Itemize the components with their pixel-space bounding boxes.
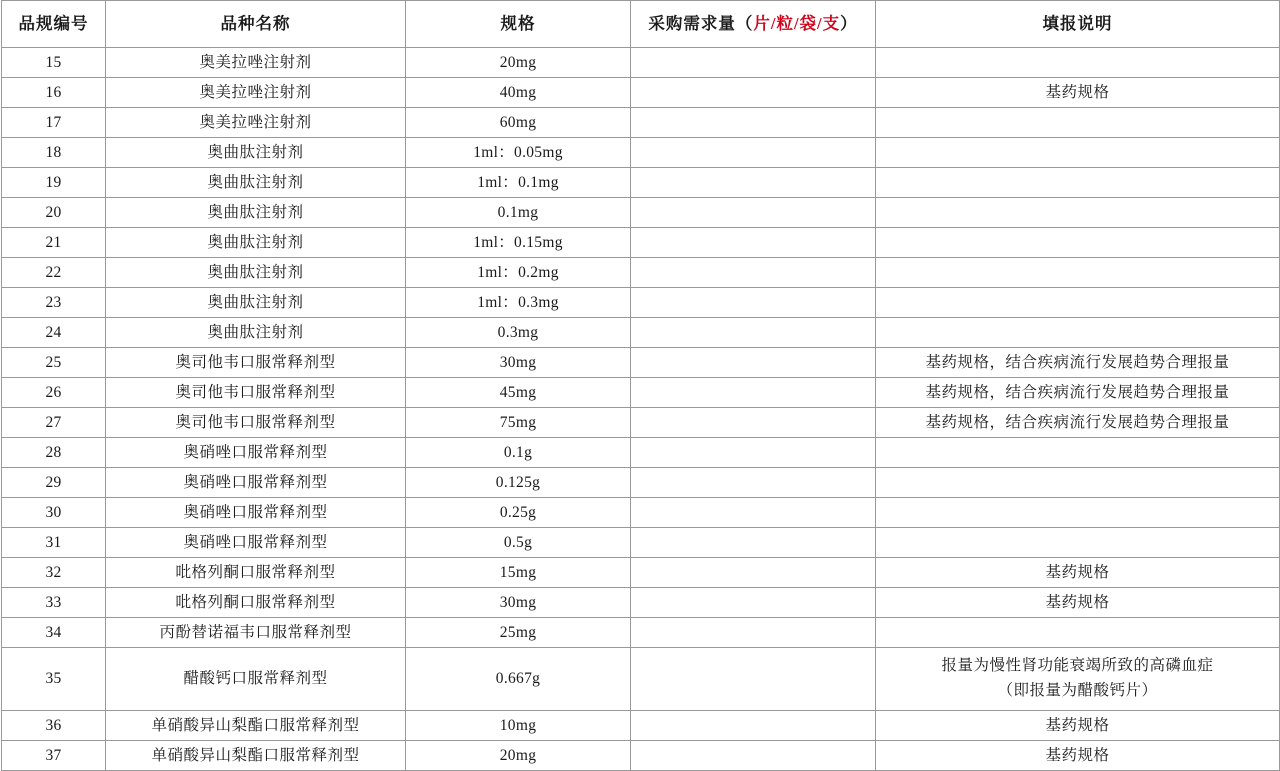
cell-note: 基药规格 [876, 711, 1280, 741]
cell-spec: 1ml：0.15mg [406, 228, 631, 258]
column-header-spec: 规格 [406, 1, 631, 48]
cell-quantity-input[interactable] [631, 288, 876, 318]
table-row [2, 138, 1280, 168]
cell-quantity-input[interactable] [631, 438, 876, 468]
quantity-label-prefix: 采购需求量（ [648, 13, 754, 33]
cell-quantity-input[interactable] [631, 48, 876, 78]
cell-name: 奥司他韦口服常释剂型 [106, 348, 406, 378]
cell-note: 基药规格，结合疾病流行发展趋势合理报量 [876, 348, 1280, 378]
cell-quantity-input[interactable] [631, 648, 876, 711]
cell-quantity-input[interactable] [631, 138, 876, 168]
cell-quantity-input[interactable] [631, 228, 876, 258]
cell-name: 奥硝唑口服常释剂型 [106, 438, 406, 468]
cell-quantity-input[interactable] [631, 318, 876, 348]
cell-name: 奥曲肽注射剂 [106, 138, 406, 168]
cell-code: 23 [2, 288, 106, 318]
cell-name: 醋酸钙口服常释剂型 [106, 648, 406, 711]
table-row [2, 258, 1280, 288]
cell-code: 22 [2, 258, 106, 288]
cell-spec: 60mg [406, 108, 631, 138]
cell-spec: 15mg [406, 558, 631, 588]
cell-note [876, 138, 1280, 168]
table-row [2, 198, 1280, 228]
cell-code: 32 [2, 558, 106, 588]
header-row [2, 1, 1280, 48]
cell-note [876, 168, 1280, 198]
cell-name: 单硝酸异山梨酯口服常释剂型 [106, 741, 406, 771]
table-row [2, 438, 1280, 468]
cell-name: 奥曲肽注射剂 [106, 168, 406, 198]
table-row [2, 348, 1280, 378]
cell-code: 35 [2, 648, 106, 711]
cell-note: 基药规格，结合疾病流行发展趋势合理报量 [876, 378, 1280, 408]
table-row [2, 468, 1280, 498]
cell-name: 奥曲肽注射剂 [106, 288, 406, 318]
cell-note [876, 228, 1280, 258]
cell-spec: 40mg [406, 78, 631, 108]
cell-spec: 0.667g [406, 648, 631, 711]
cell-name: 奥曲肽注射剂 [106, 318, 406, 348]
cell-quantity-input[interactable] [631, 378, 876, 408]
drug-procurement-table [1, 0, 1280, 771]
cell-spec: 0.3mg [406, 318, 631, 348]
cell-spec: 30mg [406, 348, 631, 378]
cell-code: 33 [2, 588, 106, 618]
table-row [2, 378, 1280, 408]
cell-spec: 1ml：0.3mg [406, 288, 631, 318]
cell-code: 29 [2, 468, 106, 498]
cell-spec: 20mg [406, 741, 631, 771]
table-row [2, 588, 1280, 618]
cell-note [876, 498, 1280, 528]
cell-name: 奥美拉唑注射剂 [106, 48, 406, 78]
cell-spec: 1ml：0.1mg [406, 168, 631, 198]
column-header-note: 填报说明 [876, 1, 1280, 48]
cell-quantity-input[interactable] [631, 498, 876, 528]
cell-spec: 1ml：0.2mg [406, 258, 631, 288]
table-row [2, 78, 1280, 108]
cell-name: 单硝酸异山梨酯口服常释剂型 [106, 711, 406, 741]
cell-note: 基药规格 [876, 558, 1280, 588]
table-row [2, 648, 1280, 711]
cell-name: 奥曲肽注射剂 [106, 258, 406, 288]
cell-note [876, 648, 1280, 711]
cell-spec: 0.125g [406, 468, 631, 498]
cell-spec: 45mg [406, 378, 631, 408]
table-row [2, 741, 1280, 771]
cell-name: 奥曲肽注射剂 [106, 198, 406, 228]
cell-quantity-input[interactable] [631, 741, 876, 771]
cell-quantity-input[interactable] [631, 558, 876, 588]
cell-note [876, 528, 1280, 558]
table-body [2, 48, 1280, 771]
cell-spec: 0.5g [406, 528, 631, 558]
cell-quantity-input[interactable] [631, 528, 876, 558]
table-row [2, 498, 1280, 528]
cell-note: 基药规格 [876, 741, 1280, 771]
cell-note [876, 198, 1280, 228]
column-header-code: 品规编号 [2, 1, 106, 48]
table-row [2, 288, 1280, 318]
table-row [2, 408, 1280, 438]
cell-code: 25 [2, 348, 106, 378]
cell-code: 17 [2, 108, 106, 138]
cell-note [876, 48, 1280, 78]
cell-quantity-input[interactable] [631, 198, 876, 228]
cell-quantity-input[interactable] [631, 468, 876, 498]
note-line-1: 报量为慢性肾功能衰竭所致的高磷血症 [941, 657, 1214, 675]
table-header [2, 1, 1280, 48]
cell-quantity-input[interactable] [631, 168, 876, 198]
cell-note: 基药规格 [876, 588, 1280, 618]
cell-code: 16 [2, 78, 106, 108]
cell-note [876, 288, 1280, 318]
cell-name: 奥司他韦口服常释剂型 [106, 408, 406, 438]
cell-name: 奥曲肽注射剂 [106, 228, 406, 258]
cell-quantity-input[interactable] [631, 408, 876, 438]
cell-name: 奥硝唑口服常释剂型 [106, 498, 406, 528]
cell-note [876, 468, 1280, 498]
cell-spec: 1ml：0.05mg [406, 138, 631, 168]
cell-code: 18 [2, 138, 106, 168]
cell-note [876, 318, 1280, 348]
cell-code: 37 [2, 741, 106, 771]
cell-quantity-input[interactable] [631, 711, 876, 741]
cell-note: 基药规格 [876, 78, 1280, 108]
cell-name: 奥硝唑口服常释剂型 [106, 468, 406, 498]
cell-code: 27 [2, 408, 106, 438]
cell-code: 34 [2, 618, 106, 648]
note-line-2: （即报量为醋酸钙片） [997, 682, 1158, 699]
cell-code: 36 [2, 711, 106, 741]
cell-spec: 0.1g [406, 438, 631, 468]
cell-name: 奥司他韦口服常释剂型 [106, 378, 406, 408]
cell-note [876, 438, 1280, 468]
cell-code: 28 [2, 438, 106, 468]
column-header-name: 品种名称 [106, 1, 406, 48]
cell-quantity-input[interactable] [631, 108, 876, 138]
quantity-label-suffix: ） [840, 13, 858, 33]
cell-spec: 75mg [406, 408, 631, 438]
table-row [2, 618, 1280, 648]
cell-code: 24 [2, 318, 106, 348]
cell-spec: 25mg [406, 618, 631, 648]
cell-name: 奥硝唑口服常释剂型 [106, 528, 406, 558]
table-row [2, 108, 1280, 138]
cell-code: 19 [2, 168, 106, 198]
cell-note [876, 258, 1280, 288]
cell-note [876, 618, 1280, 648]
cell-quantity-input[interactable] [631, 78, 876, 108]
table-row [2, 318, 1280, 348]
cell-code: 30 [2, 498, 106, 528]
cell-name: 吡格列酮口服常释剂型 [106, 558, 406, 588]
table-row [2, 558, 1280, 588]
cell-spec: 30mg [406, 588, 631, 618]
cell-code: 21 [2, 228, 106, 258]
table-row [2, 528, 1280, 558]
cell-quantity-input[interactable] [631, 348, 876, 378]
cell-spec: 20mg [406, 48, 631, 78]
cell-spec: 10mg [406, 711, 631, 741]
table-row [2, 228, 1280, 258]
cell-code: 20 [2, 198, 106, 228]
cell-name: 奥美拉唑注射剂 [106, 78, 406, 108]
cell-name: 奥美拉唑注射剂 [106, 108, 406, 138]
cell-spec: 0.25g [406, 498, 631, 528]
table-row [2, 711, 1280, 741]
cell-quantity-input[interactable] [631, 618, 876, 648]
cell-name: 丙酚替诺福韦口服常释剂型 [106, 618, 406, 648]
cell-note: 基药规格，结合疾病流行发展趋势合理报量 [876, 408, 1280, 438]
table-row [2, 48, 1280, 78]
cell-note [876, 108, 1280, 138]
column-header-quantity [631, 1, 876, 48]
cell-code: 31 [2, 528, 106, 558]
cell-quantity-input[interactable] [631, 588, 876, 618]
quantity-label-units: 片/粒/袋/支 [753, 13, 841, 33]
cell-spec: 0.1mg [406, 198, 631, 228]
cell-name: 吡格列酮口服常释剂型 [106, 588, 406, 618]
table-row [2, 168, 1280, 198]
cell-code: 15 [2, 48, 106, 78]
cell-quantity-input[interactable] [631, 258, 876, 288]
cell-code: 26 [2, 378, 106, 408]
